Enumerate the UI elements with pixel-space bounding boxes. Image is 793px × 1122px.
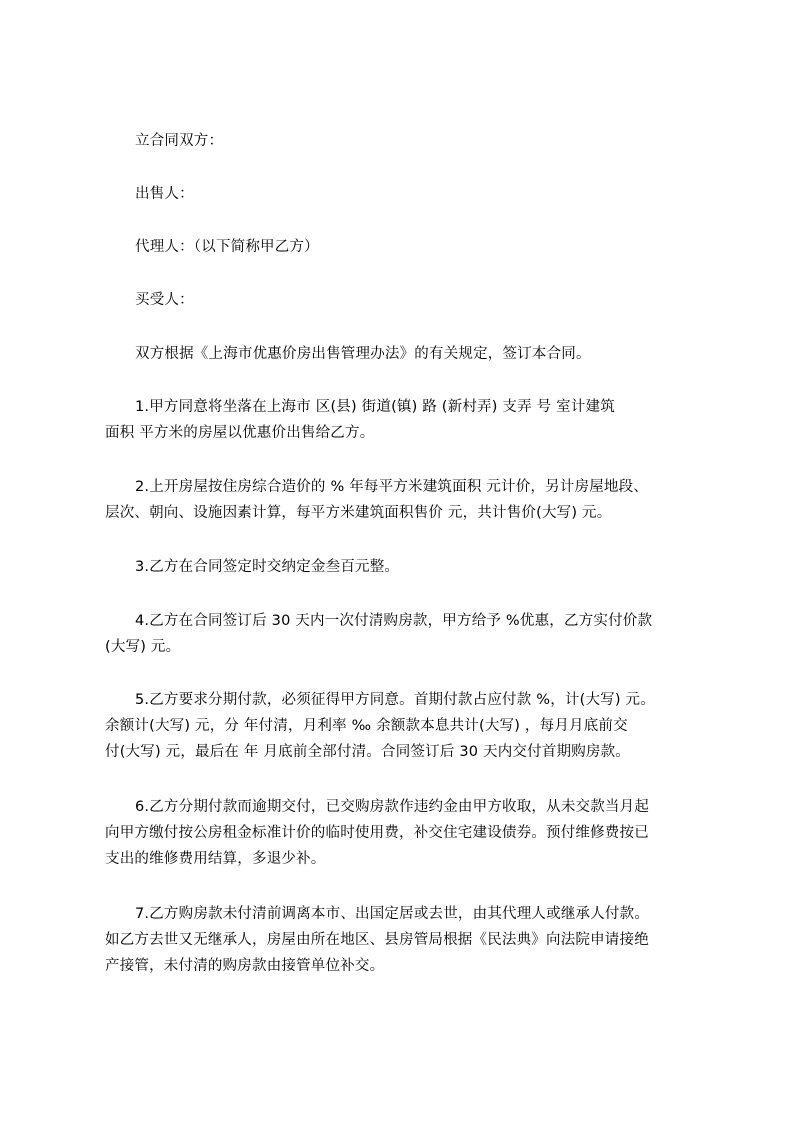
clause-7-line-1: 7.乙方购房款未付清前调离本市、出国定居或去世，由其代理人或继承人付款。	[135, 906, 650, 922]
heading-parties: 立合同双方：	[135, 133, 224, 149]
clause-5-line-1: 5.乙方要求分期付款，必须征得甲方同意。首期付款占应付款 %，计(大写) 元。	[135, 692, 655, 708]
clause-1-line-2: 面积 平方米的房屋以优惠价出售给乙方。	[105, 425, 375, 441]
label-agent: 代理人：（以下简称甲乙方）	[135, 239, 319, 255]
label-buyer: 买受人：	[135, 292, 194, 308]
clause-6-line-1: 6.乙方分期付款而逾期交付，已交购房款作违约金由甲方收取，从未交款当月起	[135, 799, 650, 815]
clause-2-line-1: 2.上开房屋按住房综合造价的 % 年每平方米建筑面积 元计价，另计房屋地段、	[135, 479, 649, 495]
clause-2-line-2: 层次、朝向、设施因素计算，每平方米建筑面积售价 元，共计售价(大写) 元。	[105, 505, 612, 521]
clause-4-line-2: (大写) 元。	[105, 639, 181, 655]
clause-3: 3.乙方在合同签定时交纳定金叁百元整。	[135, 559, 400, 575]
clause-1-line-1: 1.甲方同意将坐落在上海市 区(县) 街道(镇) 路 (新村弄) 支弄 号 室计建筑	[135, 399, 615, 415]
clause-7-line-3: 产接管，未付清的购房款由接管单位补交。	[105, 958, 385, 974]
clause-5-line-2: 余额计(大写) 元，分 年付清，月利率 ‰ 余额款本息共计(大写) ，每月月底前交	[105, 718, 628, 734]
label-seller: 出售人：	[135, 186, 194, 202]
clause-6-line-3: 支出的维修费用结算，多退少补。	[105, 851, 326, 867]
clause-6-line-2: 向甲方缴付按公房租金标准计价的临时使用费，补交住宅建设债券。预付维修费按已	[105, 825, 649, 841]
clause-7-line-2: 如乙方去世又无继承人，房屋由所在地区、县房管局根据《民法典》向法院申请接绝	[105, 932, 649, 948]
clause-5-line-3: 付(大写) 元，最后在 年 月底前全部付清。合同签订后 30 天内交付首期购房款。	[105, 744, 631, 760]
intro-paragraph: 双方根据《上海市优惠价房出售管理办法》的有关规定，签订本合同。	[135, 346, 591, 362]
clause-4-line-1: 4.乙方在合同签订后 30 天内一次付清购房款，甲方给予 %优惠，乙方实付价款	[135, 613, 653, 629]
